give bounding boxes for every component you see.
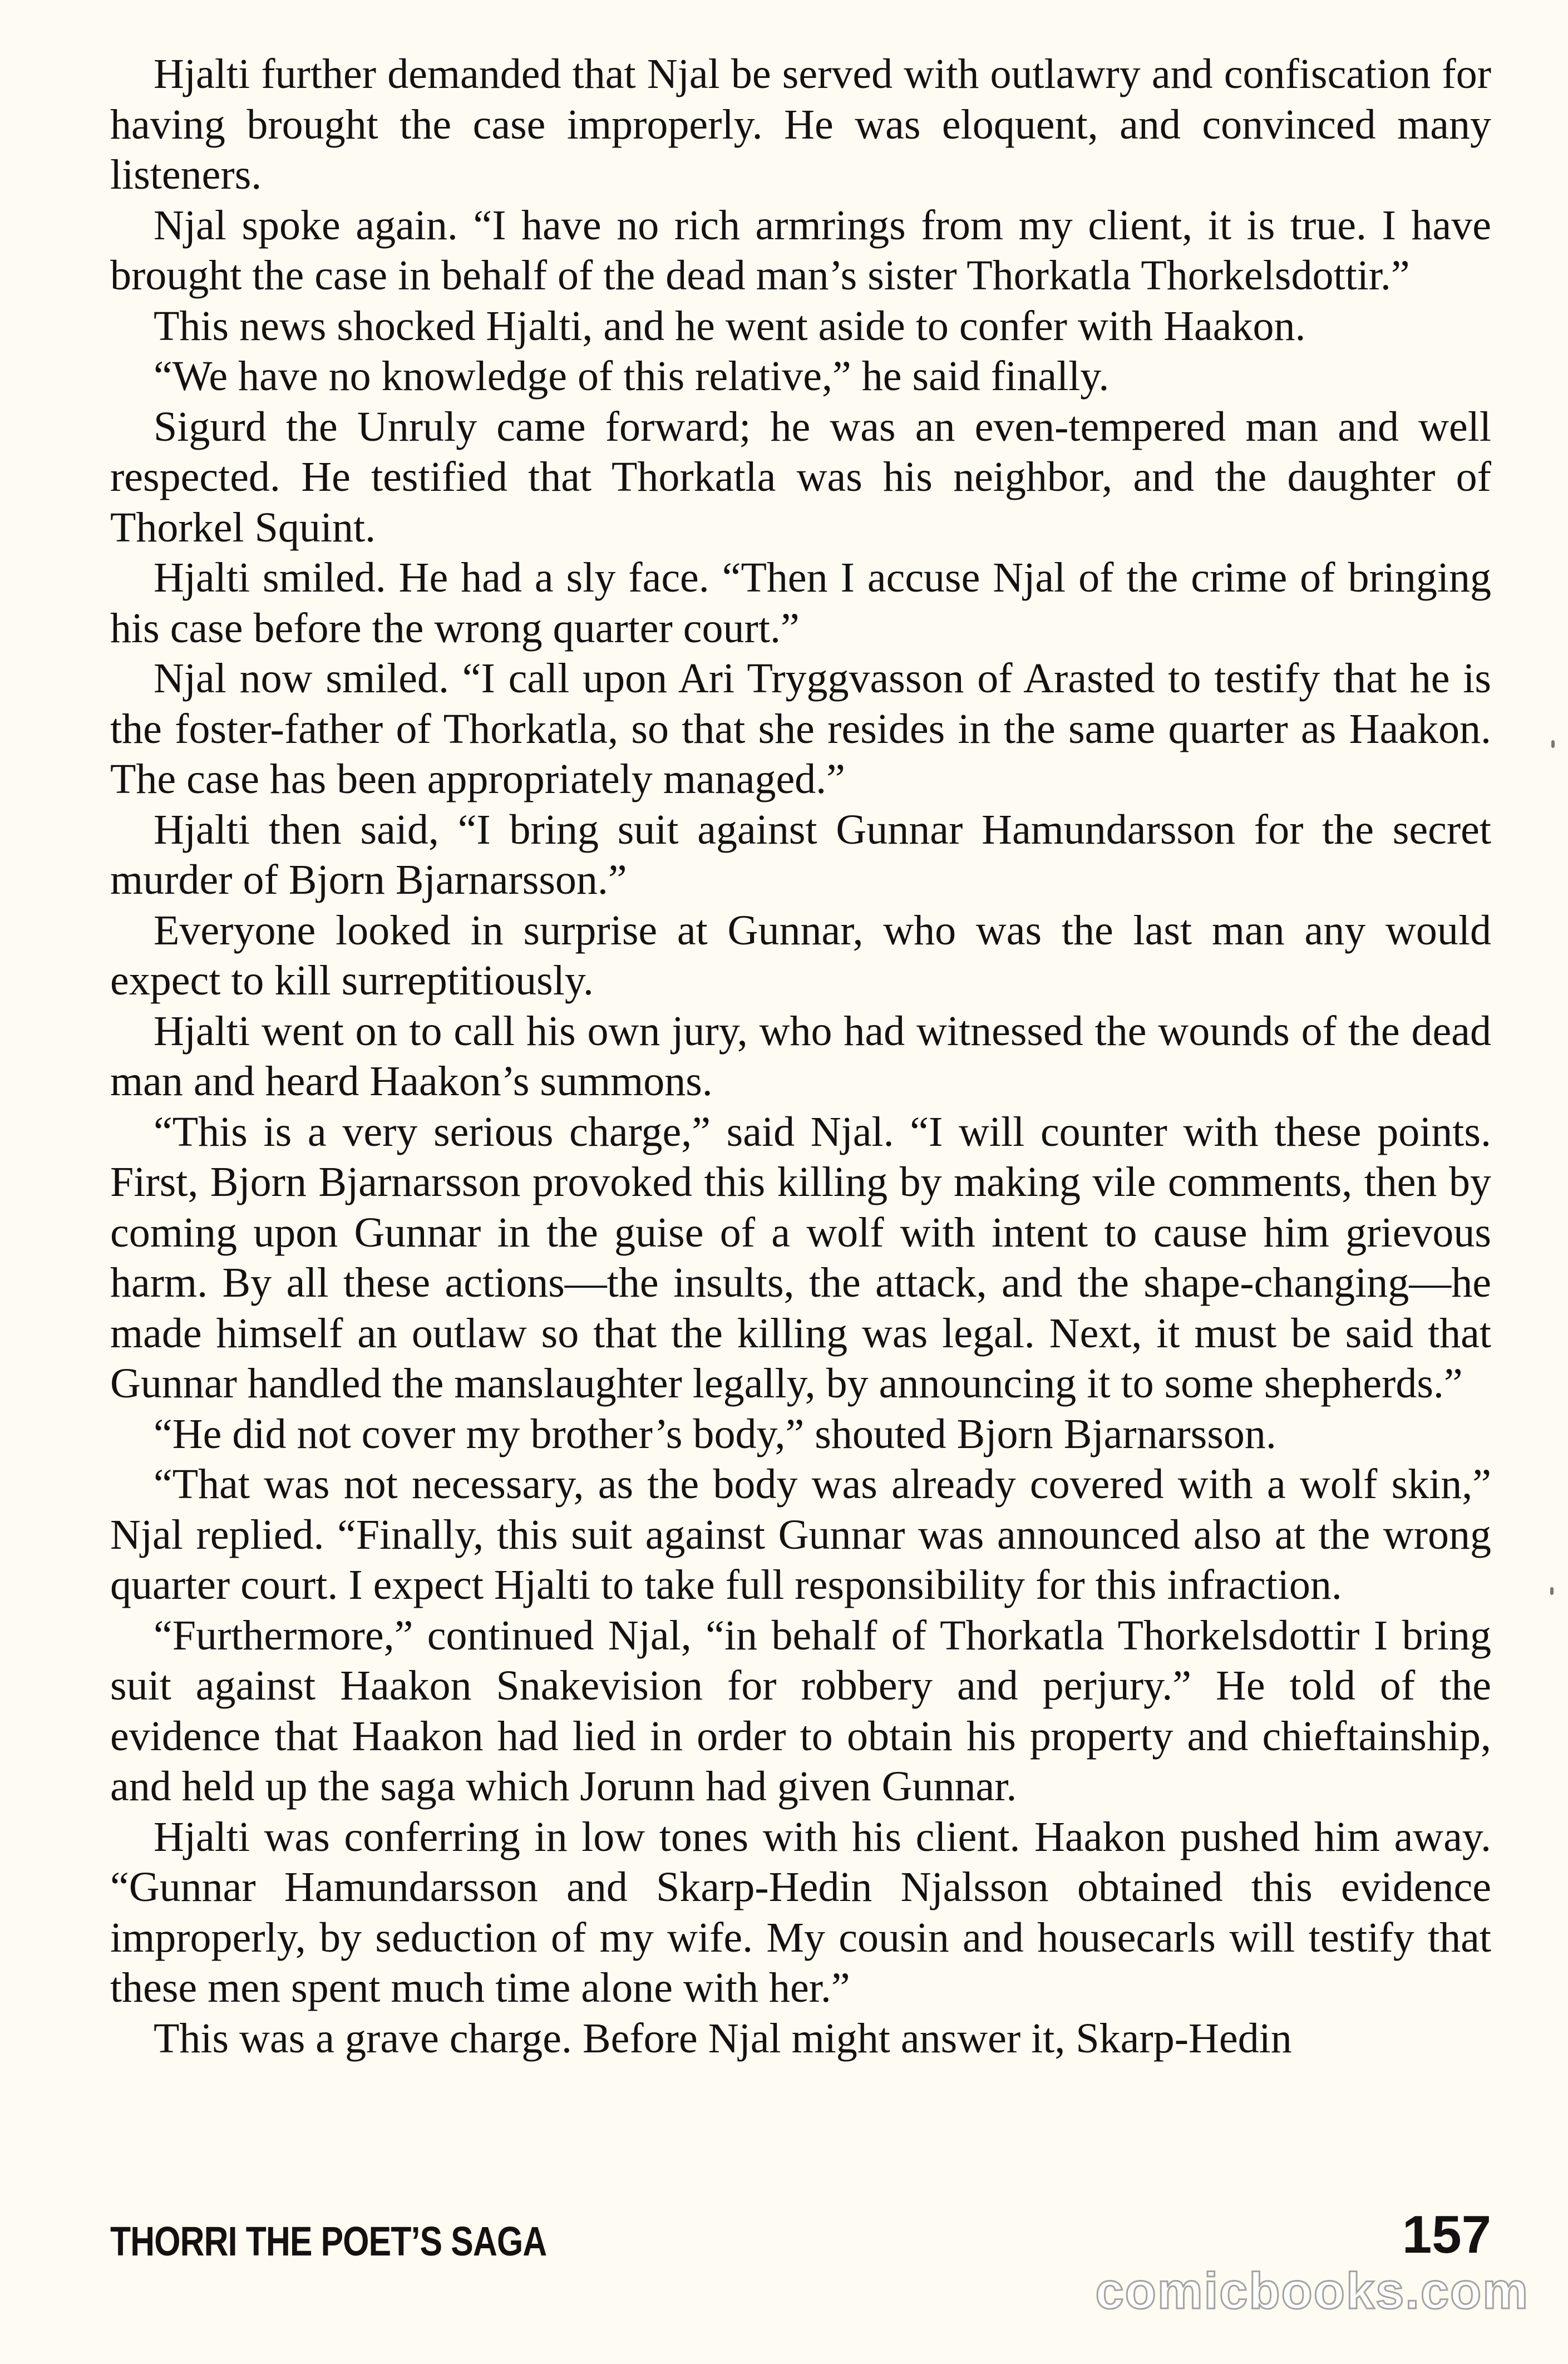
paragraph: Hjalti smiled. He had a sly face. “Then I accuse Njal of the crime of bringing his case before the wrong quarter court.” xyxy=(110,554,1491,652)
running-footer-title: THORRI THE POET’S SAGA xyxy=(110,2218,547,2264)
paragraph: Njal now smiled. “I call upon Ari Tryggvasson of Arasted to testify that he is the foster-father of Thorkatla, so that she resides in the same quarter as Haakon. The case has been appropriately managed.” xyxy=(110,655,1491,802)
paragraph: “We have no knowledge of this relative,” he said finally. xyxy=(154,353,1110,400)
paragraph: “This is a very serious charge,” said Njal. “I will counter with these points. First, Bjorn Bjarnarsson provoked this killing by making vile comments, then by coming upon Gunnar in the guise of a wolf with intent to cause him grievous harm. By all these actions—the insults, the attack, and the shape-changing—he made himself an outlaw so that the killing was legal. Next, it must be said that Gunnar handled the manslaughter legally, by announcing it to some shepherds.” xyxy=(110,1108,1491,1407)
paragraph: Hjalti went on to call his own jury, who had witnessed the wounds of the dead man and heard Haakon’s summons. xyxy=(110,1007,1491,1105)
margin-speck xyxy=(1550,1587,1554,1595)
margin-speck xyxy=(1551,740,1555,748)
paragraph: “He did not cover my brother’s body,” shouted Bjorn Bjarnarsson. xyxy=(154,1410,1276,1457)
paragraph: Hjalti was conferring in low tones with his client. Haakon pushed him away. “Gunnar Hamundarsson and Skarp-Hedin Njalsson obtained this evidence improperly, by seduction of my wife. My cousin and housecarls will testify that these men spent much time alone with her.” xyxy=(110,1813,1491,2011)
watermark: comicbooks.com xyxy=(1095,2263,1529,2319)
paragraph: Hjalti then said, “I bring suit against Gunnar Hamundarsson for the secret murder of Bjorn Bjarnarsson.” xyxy=(110,806,1491,903)
paragraph: Njal spoke again. “I have no rich armrings from my client, it is true. I have brought the case in behalf of the dead man’s sister Thorkatla Thorkelsdottir.” xyxy=(110,201,1491,299)
paragraph: “That was not necessary, as the body was already covered with a wolf skin,” Njal replied. “Finally, this suit against Gunnar was announced also at the wrong quarter court. I expect Hjalti to take full responsibility for this infraction. xyxy=(110,1461,1491,1608)
paragraph: “Furthermore,” continued Njal, “in behalf of Thorkatla Thorkelsdottir I bring suit against Haakon Snakevision for robbery and perjury.” He told of the evidence that Haakon had lied in order to obtain his property and chieftainship, and held up the saga which Jorunn had given Gunnar. xyxy=(110,1612,1491,1810)
paragraph: This was a grave charge. Before Njal might answer it, Skarp-Hedin xyxy=(154,2015,1292,2062)
page-number: 157 xyxy=(1402,2205,1491,2264)
body-text xyxy=(110,49,1491,2063)
paragraph: Sigurd the Unruly came forward; he was an even-tempered man and well respected. He testified that Thorkatla was his neighbor, and the daughter of Thorkel Squint. xyxy=(110,403,1491,551)
paragraph: Hjalti further demanded that Njal be served with outlawry and confiscation for having brought the case improperly. He was eloquent, and convinced many listeners. xyxy=(110,51,1491,198)
paragraph: This news shocked Hjalti, and he went aside to confer with Haakon. xyxy=(154,302,1306,349)
paragraph: Everyone looked in surprise at Gunnar, who was the last man any would expect to kill surreptitiously. xyxy=(110,907,1491,1004)
